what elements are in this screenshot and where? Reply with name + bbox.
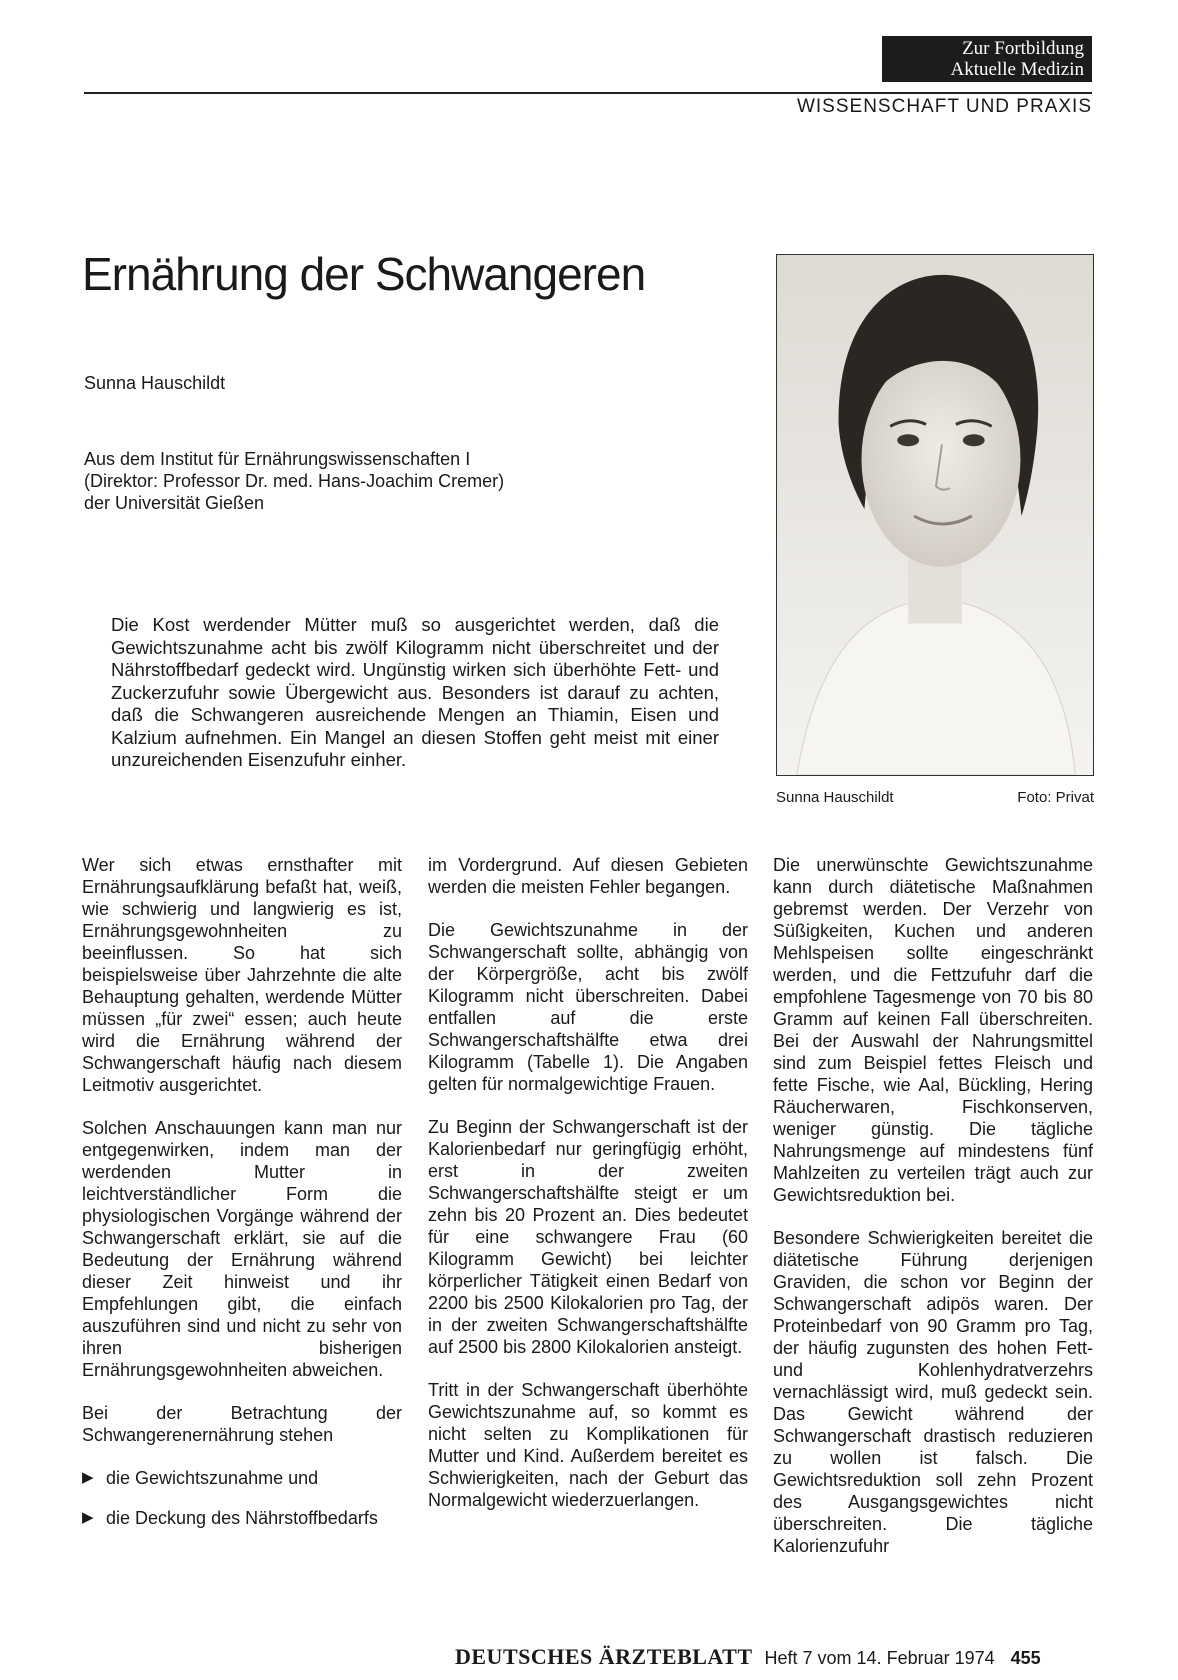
article-title: Ernährung der Schwangeren bbox=[82, 248, 646, 300]
photo-credit: Foto: Privat bbox=[1017, 789, 1094, 806]
paragraph: im Vordergrund. Auf diesen Gebieten werden die meisten Fehler begangen. bbox=[428, 855, 748, 897]
page-footer bbox=[455, 1644, 1041, 1670]
triangle-bullet-icon: ▶ bbox=[82, 1469, 94, 1486]
portrait-photo bbox=[777, 255, 1093, 775]
list-item bbox=[82, 1467, 402, 1489]
paragraph: Solchen Anschauungen kann man nur entgegenwirken, indem man der werdenden Mutter in leichtverständlicher Form die physiologischen Vorgänge während der Schwangerschaft erklärt, sie auf die Bedeutung der Ernährung während dieser Zeit hinweist und ihr Empfehlungen gibt, die einfach auszuführen sind und nicht zu sehr von ihren bisherigen Ernährungsgewohnheiten abweichen. bbox=[82, 1118, 402, 1380]
paragraph: Besondere Schwierigkeiten bereitet die diätetische Führung derjenigen Graviden, die schon vor Beginn der Schwangerschaft adipös waren. Der Proteinbedarf von 90 Gramm pro Tag, der häufig zugunsten des hohen Fett- und Kohlenhydratverzehrs vernachlässigt wird, muß gedeckt sein. Das Gewicht während der Schwangerschaft drastisch reduzieren zu wollen ist falsch. Die Gewichtsreduktion soll zehn Prozent des Ausgangsgewichtes nicht überschreiten. Die tägliche Kalorienzufuhr bbox=[773, 1228, 1093, 1556]
body-column-3 bbox=[773, 854, 1093, 1578]
body-column-2 bbox=[428, 854, 748, 1532]
triangle-bullet-icon: ▶ bbox=[82, 1509, 94, 1526]
paragraph: Tritt in der Schwangerschaft überhöhte Gewichtszunahme auf, so kommt es nicht selten zu Komplikationen für Mutter und Kind. Außerdem bereitet es Schwierigkeiten, nach der Geburt das Normalgewicht wiederzuerlangen. bbox=[428, 1380, 748, 1510]
issue-info: Heft 7 vom 14. Februar 1974 bbox=[764, 1648, 995, 1668]
paragraph: Zu Beginn der Schwangerschaft ist der Kalorienbedarf nur geringfügig erhöht, erst in der zweiten Schwangerschaftshälfte steigt er um zehn bis 20 Prozent an. Dies bedeutet für eine schwangere Frau (60 Kilogramm Gewicht) bei leichter körperlicher Tätigkeit einen Bedarf von 2200 bis 2500 Kilokalorien pro Tag, der in der zweiten Schwangerschaftshälfte auf 2500 bis 2800 Kilokalorien ansteigt. bbox=[428, 1117, 748, 1357]
affiliation-line: der Universität Gießen bbox=[84, 493, 265, 513]
photo-caption-name: Sunna Hauschildt bbox=[776, 789, 894, 806]
paragraph: Die Gewichtszunahme in der Schwangerschaft sollte, abhängig von der Körpergröße, acht bis zwölf Kilogramm nicht überschreiten. Dabei entfallen auf die erste Schwangerschaftshälfte etwa drei Kilogramm (Tabelle 1). Die Angaben gelten für normalgewichtige Frauen. bbox=[428, 920, 748, 1094]
page-number: 455 bbox=[1010, 1648, 1041, 1668]
affiliation-line: Aus dem Institut für Ernährungswissenschaften I bbox=[84, 449, 471, 469]
list-item-text: die Deckung des Nährstoffbedarfs bbox=[106, 1508, 378, 1528]
author-affiliation bbox=[84, 448, 504, 514]
article-abstract: Die Kost werdender Mütter muß so ausgerichtet werden, daß die Gewichtszunahme acht bis zwölf Kilogramm nicht überschreitet und der Nährstoffbedarf gedeckt wird. Ungünstig wirken sich überhöhte Fett- und Zuckerzufuhr sowie Übergewicht aus. Besonders ist darauf zu achten, daß die Schwangeren ausreichende Mengen an Thiamin, Eisen und Kalzium aufnehmen. Ein Mangel an diesen Stoffen geht meist mit einer unzureichenden Eisenzufuhr einher. bbox=[111, 614, 719, 770]
body-column-1 bbox=[82, 854, 402, 1547]
author-portrait bbox=[776, 254, 1094, 776]
paragraph: Die unerwünschte Gewichtszunahme kann durch diätetische Maßnahmen gebremst werden. Der Verzehr von Süßigkeiten, Kuchen und anderen Mehlspeisen sollte eingeschränkt werden, und die Fettzufuhr darf die empfohlene Tagesmenge von 70 bis 80 Gramm auf keinen Fall überschreiten. Bei der Auswahl der Nahrungsmittel sind zum Beispiel fettes Fleisch und fette Fische, wie Aal, Bückling, Hering Räucherwaren, Fischkonserven, weniger günstig. Die tägliche Nahrungsmenge auf mindestens fünf Mahlzeiten zu verteilen trägt auch zur Gewichtsreduktion bei. bbox=[773, 855, 1093, 1205]
list-item bbox=[82, 1507, 402, 1529]
section-heading: WISSENSCHAFT UND PRAXIS bbox=[796, 96, 1092, 117]
badge-line-1: Zur Fortbildung bbox=[962, 38, 1084, 59]
rubric-badge bbox=[882, 36, 1092, 82]
list-item-text: die Gewichtszunahme und bbox=[106, 1468, 319, 1488]
affiliation-line: (Direktor: Professor Dr. med. Hans-Joachim Cremer) bbox=[84, 471, 505, 491]
article-author: Sunna Hauschildt bbox=[84, 373, 226, 393]
journal-name: DEUTSCHES ÄRZTEBLATT bbox=[455, 1644, 753, 1669]
badge-line-2: Aktuelle Medizin bbox=[950, 59, 1084, 80]
paragraph: Wer sich etwas ernsthafter mit Ernährungsaufklärung befaßt hat, weiß, wie schwierig und langwierig es ist, Ernährungsgewohnheiten zu beeinflussen. So hat sich beispielsweise über Jahrzehnte die alte Behauptung gehalten, werdende Mütter müssen „für zwei“ essen; auch heute wird die Ernährung während der Schwangerschaft häufig nach diesem Leitmotiv ausgerichtet. bbox=[82, 855, 402, 1095]
paragraph: Bei der Betrachtung der Schwangerenernährung stehen bbox=[82, 1403, 402, 1445]
header-rule bbox=[84, 92, 1092, 94]
